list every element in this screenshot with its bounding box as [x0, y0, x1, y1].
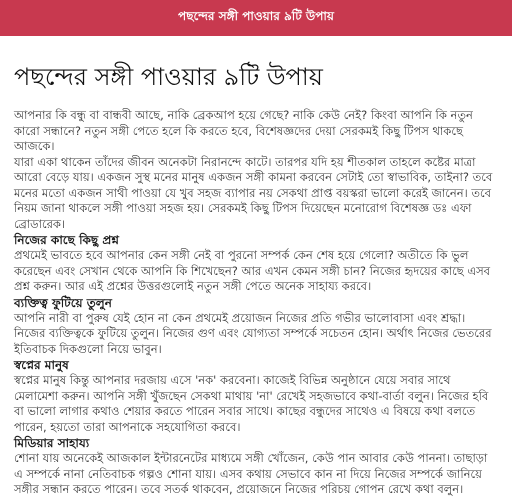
section-heading-dream-person: স্বপ্নের মানুষ	[14, 358, 69, 372]
section-body-personality: আপনি নারী বা পুরুষ যেই হোন না কেন প্রথমেই প্রয়োজন নিজের প্রতি গভীর ভালোবাসা এবং শ্রদ্ধা। নিজের ব্যক্তিত্বকে ফুটিয়ে তুলুন। নিজের গুণ এবং যোগ্যতা সম্পর্কে সচেতন হোন। অর্থাৎ নিজের ভেতরের ইতিবাচক দিকগুলো নিয়ে ভাবুন।	[14, 310, 492, 356]
section-heading-media-help: মিডিয়ার সাহায্য	[14, 436, 90, 450]
intro-paragraph-2: যারা একা থাকেন তাঁদের জীবন অনেকটা নিরানন্দে কাটে। তারপর যদি হয় শীতকাল তাহলে কষ্টের মাত্রা আরো বেড়ে যায়। একজন সুস্থ মনের মানুষ একজন সঙ্গী কামনা করবেন সেটাই তো স্বাভাবিক, তাইনা? তবে মনের মতো একজন সাথী পাওয়া যে খুব সহজ ব্যাপার নয় সেকথা প্রাপ্ত বয়স্করা ভালো করেই জানেন। তবে নিয়ম জানা থাকলে সঙ্গী পাওয়া সহজ হয়। সেরকমই কিছু টিপস দিয়েছেন মনোরোগ বিশেষজ্ঞ ডঃ এফা ব্রোডারেক।	[14, 154, 493, 231]
section-body-dream-person: স্বপ্নের মানুষ কিন্তু আপনার দরজায় এসে 'নক' করবেনা। কাজেই বিভিন্ন অনুষ্ঠানে যেয়ে সবার সাথে মেলামেশা করুন। আপনি সঙ্গী খুঁজছেন সেকথা মাথায় 'না' রেখেই সহজভাবে কথা-বার্তা বলুন। নিজের হবি বা ভালো লাগার কথাও শেয়ার করতে পারেন সবার সাথে। কাছের বন্ধুদের সাথেও এ বিষয়ে কথা বলতে পারেন, হয়তো তারা আপনাকে সহযোগিতা করবে।	[14, 373, 489, 434]
top-bar-title: পছন্দের সঙ্গী পাওয়ার ৯টি উপায়	[178, 9, 334, 23]
article-headline: পছন্দের সঙ্গী পাওয়ার ৯টি উপায়	[14, 63, 323, 91]
section-heading-questions: নিজের কাছে কিছু প্রশ্ন	[14, 233, 119, 247]
article	[0, 62, 512, 498]
section-body-media-help: শোনা যায় অনেকেই আজকাল ইন্টারনেটের মাধ্যমে সঙ্গী খোঁজেন, কেউ পান আবার কেউ পাননা। তাছাড়া এ সম্পর্কে নানা নেতিবাচক গল্পও শোনা যায়। এসব কথায় সেভাবে কান না দিয়ে নিজের সম্পর্কে জানিয়ে সঙ্গীর সন্ধান করতে পারেন। তবে সতর্ক থাকবেন, প্রয়োজনে নিজের পরিচয় গোপন রেখে কথা বলুন।	[14, 451, 488, 496]
section-body-questions: প্রথমেই ভাবতে হবে আপনার কেন সঙ্গী নেই বা পুরনো সম্পর্ক কেন শেষ হয়ে গেলো? অতীতে কি ভুল করেছেন এবং সেখান থেকে আপনি কি শিখেছেন? আর এখন কেমন সঙ্গী চান? নিজের হৃদয়ের কাছে এসব প্রশ্ন করুন। আর এই প্রশ্নের উত্তরগুলোই নতুন সঙ্গী পেতে অনেক সাহায্য করবে।	[14, 248, 491, 293]
top-bar	[0, 0, 512, 36]
intro-paragraph-1: আপনার কি বন্ধু বা বান্ধবী আছে, নাকি ব্রেকআপ হয়ে গেছে? নাকি কেউ নেই? কিংবা আপনি কি নতুন কারো সন্ধানে? নতুন সঙ্গী পেতে হলে কি করতে হবে, বিশেষজ্ঞদের দেয়া সেরকমই কিছু টিপস থাকছে আজকে।	[14, 108, 473, 153]
section-heading-personality: ব্যক্তিত্ব ফুটিয়ে তুলুন	[14, 295, 112, 310]
